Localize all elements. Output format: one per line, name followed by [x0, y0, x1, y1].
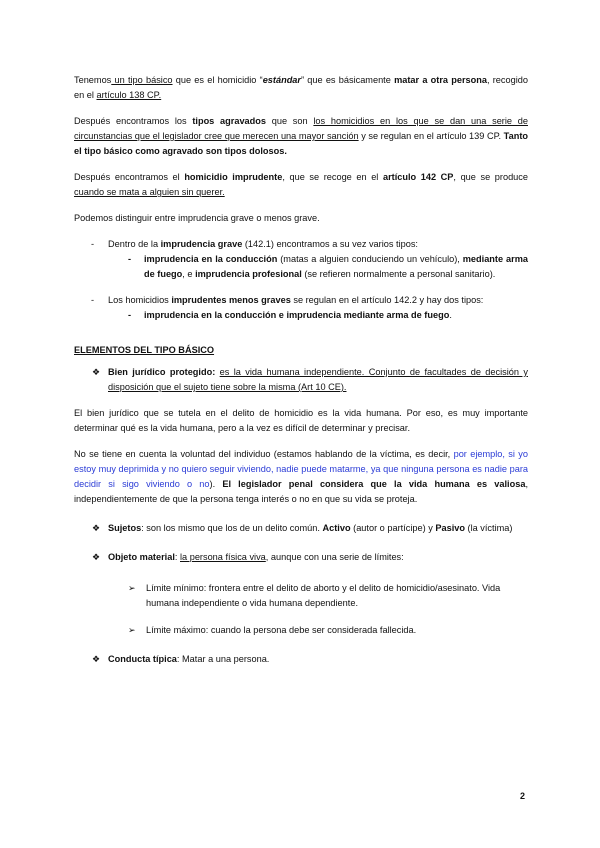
paragraph-tipos-agravados: [74, 114, 528, 159]
underlined-text: los homicidios en los que se dan una serie de circunstancias que el legislador cree que merecen una mayor sanción: [74, 116, 528, 141]
underlined-text: un tipo básico: [111, 75, 173, 85]
paragraph-distinguir: Podemos distinguir entre imprudencia grave o menos grave.: [74, 213, 320, 223]
text: Después encontramos los: [74, 116, 193, 126]
bold-text: imprudencia profesional: [195, 269, 302, 279]
dash-marker: -: [128, 254, 132, 264]
bold-text: Objeto material: [108, 552, 175, 562]
sub-list-item-tipos-menos-grave: [74, 308, 528, 323]
list-item-menos-graves: [74, 293, 528, 308]
diamond-bullet-icon: ❖: [92, 654, 101, 664]
text: Límite mínimo: frontera entre el delito de aborto y el delito de homicidio/asesinato. Vida humana independiente o vida humana dependiente.: [146, 583, 501, 608]
diamond-bullet-icon: ❖: [92, 367, 101, 377]
text: , recogido en el: [74, 75, 528, 100]
sub-list-item-tipos-grave: [74, 252, 528, 282]
underlined-text: cuando se mata a alguien sin querer.: [74, 187, 225, 197]
text: ).: [209, 479, 223, 489]
text: , e: [182, 269, 196, 279]
text: Los homicidios: [108, 295, 172, 305]
underlined-text: la persona física viva: [180, 552, 266, 562]
bold-text: Tanto el tipo básico como agravado son tipos dolosos.: [74, 131, 528, 156]
paragraph-homicidio-imprudente: [74, 170, 528, 200]
text: Límite máximo: cuando la persona debe ser considerada fallecida.: [146, 625, 417, 635]
text: (matas a alguien conduciendo un vehículo),: [277, 254, 463, 264]
bold-text: Activo: [322, 523, 351, 533]
bold-text: mediante arma de fuego: [144, 254, 528, 279]
bold-text: artículo 142 CP: [382, 172, 454, 182]
diamond-bullet-icon: ❖: [92, 523, 101, 533]
text: , que se recoge en el: [282, 172, 383, 182]
arrow-item-limite-minimo: [74, 581, 528, 611]
text: (se refieren normalmente a personal sanitario).: [301, 269, 496, 279]
text: (la víctima): [464, 523, 513, 533]
text: ” que es básicamente: [301, 75, 395, 85]
paragraph-bien-juridico: El bien jurídico que se tutela en el delito de homicidio es la vida humana. Por eso, es muy importante determinar qué es la vida humana, pero a la vez es difícil de determinar y precisar.: [74, 408, 528, 433]
text: (autor o partícipe) y: [350, 523, 436, 533]
section-heading: ELEMENTOS DEL TIPO BÁSICO: [74, 345, 215, 355]
bold-text: matar a otra persona: [394, 75, 487, 85]
text: y se regulan en el artículo 139 CP.: [358, 131, 504, 141]
text: Dentro de la: [108, 239, 161, 249]
text: : Matar a una persona.: [176, 654, 270, 664]
bold-text: imprudencia en la conducción: [144, 254, 278, 264]
bold-text: homicidio imprudente: [184, 172, 283, 182]
bullet-bien-juridico: [74, 365, 528, 395]
underlined-text: artículo 138 CP.: [96, 90, 162, 100]
bold-text: imprudencia grave: [160, 239, 243, 249]
document-body: [74, 73, 528, 667]
text: Después encontramos el: [74, 172, 185, 182]
text: :: [174, 552, 180, 562]
text: (142.1) encontramos a su vez varios tipos:: [242, 239, 418, 249]
bullet-sujetos: [74, 521, 528, 536]
arrow-bullet-icon: ➢: [128, 583, 136, 593]
text: se regulan en el artículo 142.2 y hay dos tipos:: [290, 295, 484, 305]
text: , independientemente de que la persona tenga interés o no en que su vida se proteja.: [74, 479, 528, 504]
paragraph-tipo-basico: [74, 73, 528, 103]
text: Tenemos: [74, 75, 112, 85]
dash-marker: -: [91, 295, 95, 305]
arrow-item-limite-maximo: [74, 623, 528, 638]
dash-marker: -: [128, 310, 132, 320]
underlined-text: es la vida humana independiente. Conjunto de facultades de decisión y disposición que el sujeto tiene sobre la misma (Art 10 CE).: [108, 367, 528, 392]
bold-text: Pasivo: [435, 523, 465, 533]
bold-text: tipos agravados: [192, 116, 266, 126]
dash-marker: -: [91, 239, 95, 249]
bold-text: imprudencia en la conducción e imprudencia mediante arma de fuego: [144, 310, 450, 320]
text: No se tiene en cuenta la voluntad del individuo (estamos hablando de la víctima, es decir,: [74, 449, 454, 459]
text: , que se produce: [453, 172, 528, 182]
text: .: [449, 310, 452, 320]
paragraph-voluntad: [74, 447, 528, 507]
text: que son: [266, 116, 314, 126]
bold-text: imprudentes menos graves: [171, 295, 291, 305]
bold-text: Bien jurídico protegido:: [108, 367, 216, 377]
bullet-conducta-tipica: [74, 652, 528, 667]
text: que es el homicidio “: [172, 75, 263, 85]
bullet-objeto-material: [74, 550, 528, 565]
text: : son los mismo que los de un delito común.: [141, 523, 323, 533]
text: , aunque con una serie de límites:: [265, 552, 404, 562]
list-item-imprudencia-grave: [74, 237, 528, 252]
bold-text: El legislador penal considera que la vida humana es valiosa: [222, 479, 526, 489]
bold-text: Sujetos: [108, 523, 142, 533]
bold-italic-text: estándar: [262, 75, 301, 85]
arrow-bullet-icon: ➢: [128, 625, 136, 635]
page-number: 2: [520, 791, 526, 801]
diamond-bullet-icon: ❖: [92, 552, 101, 562]
bold-text: Conducta típica: [108, 654, 177, 664]
blue-text: por ejemplo, si yo estoy muy deprimida y no quiero seguir viviendo, nadie puede matarme, ya que ninguna persona es nadie para decidir si sigo viviendo o no: [74, 449, 528, 489]
